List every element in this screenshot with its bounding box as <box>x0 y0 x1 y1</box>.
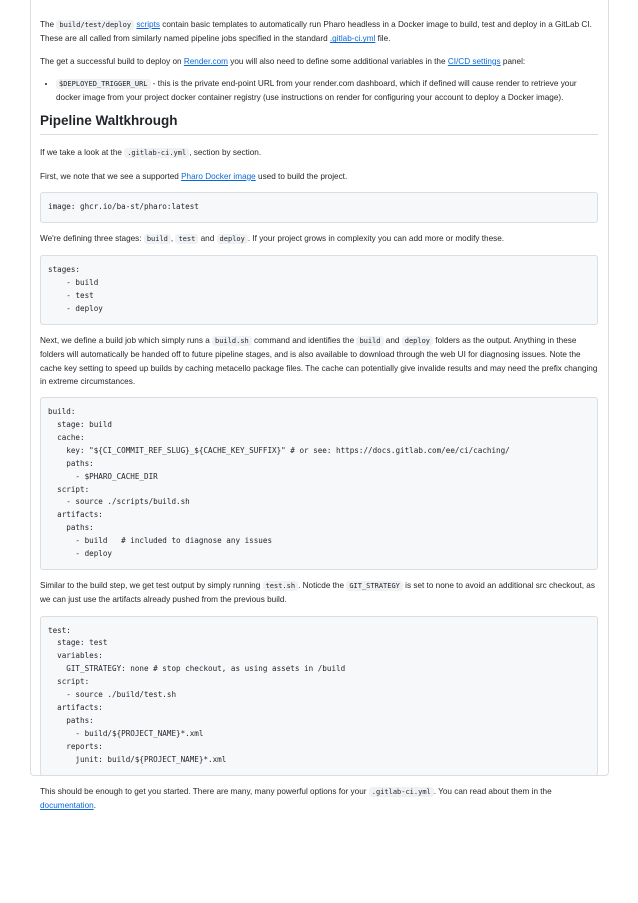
render-link[interactable]: Render.com <box>183 56 228 66</box>
text: If we take a look at the <box>40 148 125 158</box>
text: We're defining three stages: <box>40 233 144 243</box>
inline-code: GIT_STRATEGY <box>346 581 403 591</box>
text: command and identifies the <box>251 335 357 345</box>
cicd-settings-link[interactable]: CI/CD settings <box>447 56 501 66</box>
code-block-build: build: stage: build cache: key: "${CI_COMMIT_REF_SLUG}_${CACHE_KEY_SUFFIX}" # or see: https://docs.gitlab.com/ee/ci/caching/ paths: - $PHARO_CACHE_DIR script: - source ./scripts/build.sh artifacts: paths: - build # included to diagnose any issues - deploy <box>40 397 598 570</box>
text: panel: <box>500 56 526 66</box>
text: First, we note that we see a supported <box>40 171 182 181</box>
text: . You can read about them in the <box>433 786 552 796</box>
stages-paragraph <box>40 232 598 246</box>
inline-code: $DEPLOYED_TRIGGER_URL <box>56 79 151 89</box>
text: This should be enough to get you started. There are many, many powerful options for your <box>40 786 369 796</box>
look-paragraph <box>40 146 598 160</box>
inline-code: build.sh <box>212 336 252 346</box>
text: contain basic templates to automatically run Pharo headless in a Docker image to build, test and deploy in a GitLab CI. These are all called from similarly named pipeline jobs specified in the standard <box>40 20 592 44</box>
inline-code: build <box>144 234 171 244</box>
text: is set to none to avoid an additional src checkout, as we can just use the artifacts already pushed from the previous build. <box>40 580 595 605</box>
text: . If your project grows in complexity you can add more or modify these. <box>247 233 505 243</box>
list-item <box>56 77 598 105</box>
test-paragraph <box>40 579 598 607</box>
inline-code: test <box>175 234 198 244</box>
code-block-stages: stages: - build - test - deploy <box>40 255 598 325</box>
scripts-link[interactable]: scripts <box>136 20 160 29</box>
text: , <box>170 233 176 243</box>
text: . <box>93 800 96 810</box>
text: used to build the project. <box>255 171 348 181</box>
text: file. <box>375 34 391 44</box>
readme-content <box>40 18 598 821</box>
inline-code: .gitlab-ci.yml <box>124 148 189 158</box>
text: The get a successful build to deploy on <box>40 56 184 66</box>
text: - this is the private end-point URL from your render.com dashboard, which if defined will cause render to retrieve your docker image from your project docker container registry (use instructions on render for configuring your account to deploy a Docker image). <box>56 78 577 103</box>
closing-paragraph <box>40 785 598 813</box>
text: folders as the output. Anything in these folders will automatically be handed off to future pipeline stages, and is also available to download through the web UI for diagnosing issues. Note the cache key setting to speed up builds by caching metacello package files. The cache can potentially give invalide results and may need the prefix changing in extreme circumstances. <box>40 335 598 386</box>
text: The <box>40 20 57 29</box>
inline-code: .gitlab-ci.yml <box>369 787 434 797</box>
gitlab-ci-link[interactable]: .gitlab-ci.yml <box>329 34 376 44</box>
section-heading: Pipeline Waltkhrough <box>40 112 598 135</box>
inline-code: test.sh <box>263 581 299 591</box>
deploy-paragraph <box>40 55 598 68</box>
text: and <box>383 335 402 345</box>
text: and <box>198 233 217 243</box>
text: Next, we define a build job which simply runs a <box>40 335 213 345</box>
documentation-link[interactable]: documentation <box>40 800 94 810</box>
intro-paragraph <box>40 18 598 46</box>
inline-code: build <box>356 336 383 346</box>
variables-list <box>40 77 598 105</box>
inline-code: deploy <box>217 234 248 244</box>
inline-code: build/test/deploy <box>56 20 134 30</box>
first-paragraph <box>40 170 598 183</box>
build-paragraph <box>40 334 598 388</box>
pharo-docker-image-link[interactable]: Pharo Docker image <box>181 171 256 181</box>
text: . Noticde the <box>298 580 347 590</box>
inline-code: deploy <box>402 336 433 346</box>
text: you will also need to define some additional variables in the <box>227 56 448 66</box>
text: Similar to the build step, we get test output by simply running <box>40 580 263 590</box>
text: , section by section. <box>189 148 262 158</box>
code-block-test: test: stage: test variables: GIT_STRATEGY: none # stop checkout, as using assets in /build script: - source ./build/test.sh artifacts: paths: - build/${PROJECT_NAME}*.xml reports: junit: build/${PROJECT_NAME}*.xml <box>40 616 598 776</box>
code-block-image: image: ghcr.io/ba-st/pharo:latest <box>40 192 598 223</box>
